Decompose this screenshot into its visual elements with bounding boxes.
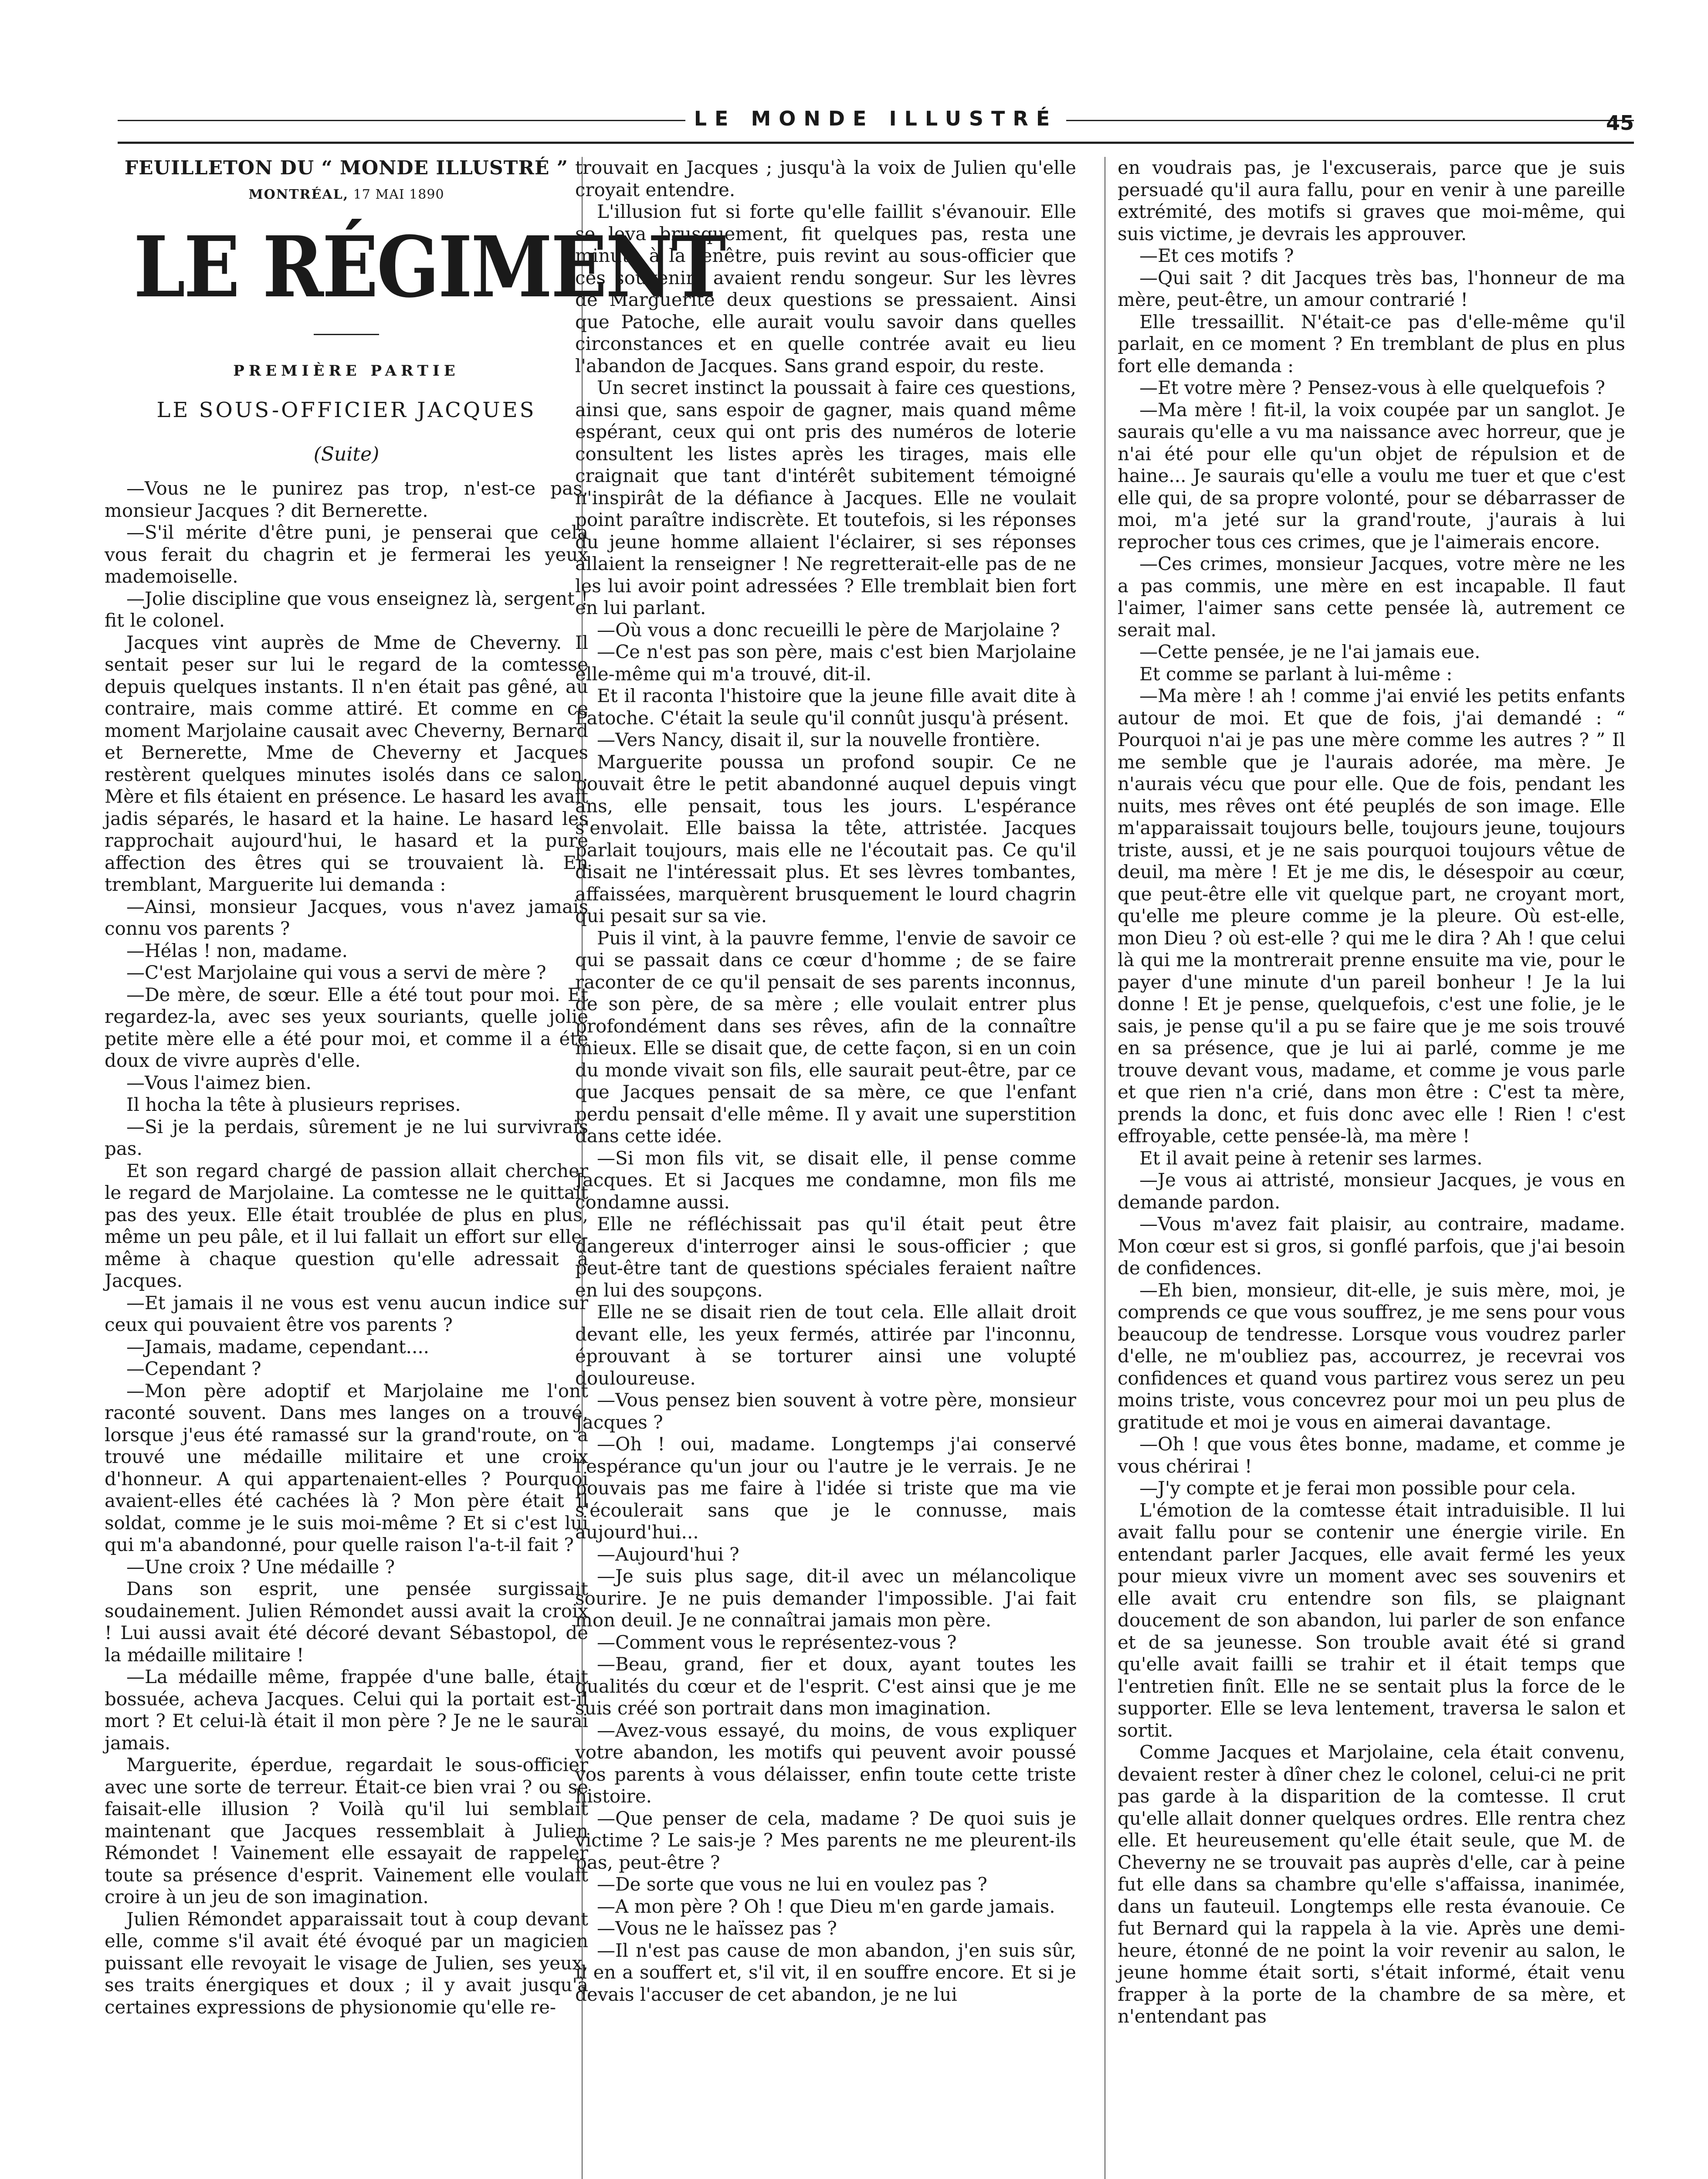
- paragraph: Il hocha la tête à plusieurs reprises.: [126, 1094, 461, 1115]
- paragraph: —Avez-vous essayé, du moins, de vous expliquer votre abandon, les motifs qui peuvent avoir poussé vos parents à vous délaisser, enfin toute cette triste histoire.: [575, 1719, 1076, 1807]
- paragraph: —Et ces motifs ?: [1139, 245, 1294, 266]
- masthead: [118, 107, 1634, 130]
- paragraph: —Eh bien, monsieur, dit-elle, je suis mère, moi, je comprends ce que vous souffrez, je me sens pour vous beaucoup de tendresse. Lorsque vous voudrez parler d'elle, ne m'oubliez pas, accourrez, je recevrai vos confidences et quand vous partirez vous serez un peu moins triste, vous concevrez pour moi un peu plus de gratitude et moi je vous en aimerai davantage.: [1118, 1279, 1625, 1433]
- paragraph: —Vers Nancy, disait il, sur la nouvelle frontière.: [597, 729, 1040, 750]
- paragraph: —De sorte que vous ne lui en voulez pas ?: [597, 1874, 987, 1895]
- page-number: 45: [1606, 111, 1634, 135]
- page-header: [118, 107, 1634, 146]
- header-rule-bottom: [118, 142, 1634, 144]
- paragraph: Et son regard chargé de passion allait chercher le regard de Marjolaine. La comtesse ne le quittait pas des yeux. Elle était troublée de plus en plus, même un peu pâle, et il lui fallait un effort sur elle-même à chaque question qu'elle adressait à Jacques.: [105, 1160, 588, 1291]
- feuilleton-label: FEUILLETON DU “ MONDE ILLUSTRÉ ”: [124, 157, 569, 179]
- paragraph: —Cependant ?: [126, 1358, 261, 1379]
- dateline-city: MONTRÉAL,: [248, 187, 349, 202]
- paragraph: —Vous ne le haïssez pas ?: [597, 1918, 837, 1939]
- paragraph: Elle tressaillit. N'était-ce pas d'elle-même qu'il parlait, en ce moment ? En tremblant de plus en plus fort elle demanda :: [1118, 311, 1625, 377]
- paragraph: Puis il vint, à la pauvre femme, l'envie de savoir ce qui se passait dans ce cœur d'homme ; de se faire raconter de ce qu'il pensait de ses parents inconnus, de son père, de sa mère ; elle voulait entrer plus profondément dans ses rêves, afin de la connaître mieux. Elle se disait que, de cette façon, si en un coin du monde vivait son fils, elle saurait peut-être, par ce que Jacques pensait de sa mère, ce que l'enfant perdu pensait d'elle même. Il y avait une superstition dans cette idée.: [575, 927, 1076, 1147]
- paragraph: —Jolie discipline que vous enseignez là, sergent ! fit le colonel.: [105, 587, 588, 631]
- paragraph: L'illusion fut si forte qu'elle faillit s'évanouir. Elle se leva brusquement, fit quelques pas, resta une minute à la fenêtre, puis revint au sous-officier que ces souvenirs avaient rendu songeur. Sur les lèvres de Marguerite deux questions se pressaient. Ainsi que Patoche, elle aurait voulu savoir dans quelles circonstances et en quelle contrée avait eu lieu l'abandon de Jacques. Sans grand espoir, du reste.: [575, 201, 1076, 377]
- masthead-text: LE MONDE ILLUSTRÉ: [685, 107, 1067, 130]
- paragraph: —Vous l'aimez bien.: [126, 1072, 312, 1093]
- paragraph: —Ma mère ! fit-il, la voix coupée par un sanglot. Je saurais qu'elle a vu ma naissance avec horreur, que je n'ai été pour elle qu'un objet de répulsion et de haine... Je saurais qu'elle a voulu me tuer et que c'est elle qui, de sa propre volonté, pour se débarrasser de moi, m'a jeté sur la grand'route, j'aurais à lui reprocher tous ces crimes, que je l'aimerais encore.: [1118, 399, 1625, 553]
- paragraph: Marguerite, éperdue, regardait le sous-officier avec une sorte de terreur. Était-ce bien vrai ? ou se faisait-elle illusion ? Voilà qu'il lui semblait maintenant que Jacques ressemblait à Julien Rémondet ! Vainement elle essayait de rappeler toute sa présence d'esprit. Vainement elle voulait croire à un jeu de son imagination.: [105, 1754, 588, 1907]
- paragraph: —Où vous a donc recueilli le père de Marjolaine ?: [597, 619, 1060, 641]
- column-3: [1118, 157, 1625, 2179]
- paragraph: —Cette pensée, je ne l'ai jamais eue.: [1139, 641, 1481, 662]
- paragraph: en voudrais pas, je l'excuserais, parce que je suis persuadé qu'il aura fallu, pour en venir à une pareille extrémité, des motifs si graves que moi-même, qui suis victime, je devrais les approuver.: [1118, 157, 1625, 244]
- paragraph: —Vous m'avez fait plaisir, au contraire, madame. Mon cœur est si gros, si gonflé parfois, que j'ai besoin de confidences.: [1118, 1213, 1625, 1279]
- paragraph: —Ces crimes, monsieur Jacques, votre mère ne les a pas commis, une mère en est incapable. Il faut l'aimer, l'aimer sans cette pensée là, autrement ce serait mal.: [1118, 553, 1625, 641]
- paragraph: —Je suis plus sage, dit-il avec un mélancolique sourire. Je ne puis demander l'impossible. J'ai fait mon deuil. Je ne connaîtrai jamais mon père.: [575, 1565, 1076, 1631]
- paragraph: Comme Jacques et Marjolaine, cela était convenu, devaient rester à dîner chez le colonel, celui-ci ne prit pas garde à la disparition de la comtesse. Il crut qu'elle allait donner quelques ordres. Elle rentra chez elle. Et heureusement qu'elle était seule, que M. de Cheverny ne se trouvait pas auprès d'elle, car à peine fut elle dans sa chambre qu'elle s'affaissa, inanimée, dans un fauteuil. Longtemps elle resta évanouie. Ce fut Bernard qui la rappela à la vie. Après une demi-heure, étonné de ne point la voir revenir au salon, le jeune homme était sorti, s'était informé, était venu frapper à la porte de la chambre de sa mère, et n'entendant pas: [1118, 1741, 1625, 2027]
- paragraph: Marguerite poussa un profond soupir. Ce ne pouvait être le petit abandonné auquel depuis vingt ans, elle pensait, tous les jours. L'espérance s'envolait. Elle baissa la tête, attristée. Jacques parlait toujours, mais elle ne l'écoutait pas. Ce qu'il disait ne l'intéressait plus. Et ses lèvres tombantes, affaissées, marquèrent brusquement le lourd chagrin qui pesait sur sa vie.: [575, 751, 1076, 927]
- chapter-subtitle: LE SOUS-OFFICIER JACQUES: [156, 398, 536, 422]
- paragraph: —Ce n'est pas son père, mais c'est bien Marjolaine elle-même qui m'a trouvé, dit-il.: [575, 641, 1076, 685]
- paragraph: —Hélas ! non, madame.: [126, 940, 348, 961]
- paragraph: —Vous pensez bien souvent à votre père, monsieur Jacques ?: [575, 1389, 1076, 1433]
- column-2: [575, 157, 1076, 2179]
- paragraph: —Et jamais il ne vous est venu aucun indice sur ceux qui pouvaient être vos parents ?: [105, 1292, 588, 1335]
- paragraph: —De mère, de sœur. Elle a été tout pour moi. Et regardez-la, avec ses yeux souriants, quelle jolie petite mère elle a été pour moi, et comme il a été doux de vivre auprès d'elle.: [105, 984, 588, 1071]
- title-rule: [314, 334, 379, 335]
- column-2-text: [575, 157, 1076, 2006]
- paragraph: —Aujourd'hui ?: [597, 1543, 739, 1565]
- paragraph: Et comme se parlant à lui-même :: [1139, 663, 1453, 685]
- paragraph: —Beau, grand, fier et doux, ayant toutes les qualités du cœur et de l'esprit. C'est ainsi que je me suis créé son portrait dans mon imagination.: [575, 1653, 1076, 1719]
- dateline-date: 17 MAI 1890: [353, 187, 444, 202]
- paragraph: Dans son esprit, une pensée surgissait soudainement. Julien Rémondet aussi avait la croix ! Lui aussi avait été décoré devant Sébastopol, de la médaille militaire !: [105, 1578, 588, 1666]
- paragraph: —La médaille même, frappée d'une balle, était bossuée, acheva Jacques. Celui qui la portait est-il mort ? Et celui-là était il mon père ? Je ne le saurai jamais.: [105, 1666, 588, 1754]
- part-heading: PREMIÈRE PARTIE: [233, 362, 460, 380]
- paragraph: Elle ne réfléchissait pas qu'il était peut être dangereux d'interroger ainsi le sous-officier ; que peut-être tant de questions spéciales feraient naître en lui des soupçons.: [575, 1213, 1076, 1301]
- paragraph: —Une croix ? Une médaille ?: [126, 1556, 395, 1578]
- paragraph: —Comment vous le représentez-vous ?: [597, 1631, 957, 1653]
- paragraph: —Que penser de cela, madame ? De quoi suis je victime ? Le sais-je ? Mes parents ne me pleurent-ils pas, peut-être ?: [575, 1807, 1076, 1873]
- paragraph: —Mon père adoptif et Marjolaine me l'ont raconté souvent. Dans mes langes on a trouvé, lorsque j'eus été ramassé sur la grand'route, on a trouvé une médaille militaire et une croix d'honneur. A qui appartenaient-elles ? Pourquoi avaient-elles été cachées là ? Mon père était il soldat, comme je le suis moi-même ? Et si c'est lui qui m'a abandonné, pour quelle raison l'a-t-il fait ?: [105, 1380, 588, 1555]
- serial-title: LE RÉGIMENT: [133, 218, 725, 316]
- dateline: [105, 187, 588, 202]
- paragraph: —Jamais, madame, cependant....: [126, 1336, 430, 1358]
- continued-label: (Suite): [313, 443, 380, 465]
- column-1-text: [105, 478, 588, 2018]
- paragraph: —Vous ne le punirez pas trop, n'est-ce pas, monsieur Jacques ? dit Bernerette.: [105, 478, 588, 521]
- paragraph: —S'il mérite d'être puni, je penserai que cela vous ferait du chagrin et je fermerai les yeux mademoiselle.: [105, 522, 588, 587]
- paragraph: —Qui sait ? dit Jacques très bas, l'honneur de ma mère, peut-être, un amour contrarié !: [1118, 267, 1625, 310]
- paragraph: Et il avait peine à retenir ses larmes.: [1139, 1147, 1483, 1169]
- column-3-text: [1118, 157, 1625, 2028]
- paragraph: —Ma mère ! ah ! comme j'ai envié les petits enfants autour de moi. Et que de fois, j'ai demandé : “ Pourquoi n'ai je pas une mère comme les autres ? ” Il me semble que je l'aurais adorée, ma mère. Je n'aurais vécu que pour elle. Que de fois, pendant les nuits, mes rêves ont été peuplés de son image. Elle m'apparaissait toujours belle, toujours jeune, toujours triste, aussi, et je ne sais pourquoi toujours vêtue de deuil, ma mère ! Et je me dis, le désespoir au cœur, que peut-être elle vit quelque part, ne croyant mort, qu'elle me pleure comme je la pleure. Où est-elle, mon Dieu ? où est-elle ? qui me le dira ? Ah ! que celui là qui me la montrerait prenne ensuite ma vie, pour le payer d'une minute d'un pareil bonheur ! Je la lui donne ! Et je pense, quelquefois, c'est une folie, je le sais, je pense qu'il a pu se faire que je me sois trouvé en sa présence, que je lui ai parlé, comme je me trouve devant vous, madame, et comme je vous parle et que rien n'a crié, dans mon être : C'est ta mère, prends la donc, et fuis donc avec elle ! Rien ! c'est effroyable, cette pensée-là, ma mère !: [1118, 685, 1625, 1147]
- paragraph: —Oh ! oui, madame. Longtemps j'ai conservé l'espérance qu'un jour ou l'autre je le verrais. Je ne pouvais pas me faire à l'idée si triste que ma vie s'écoulerait sans que je le connusse, mais aujourd'hui...: [575, 1433, 1076, 1543]
- paragraph: L'émotion de la comtesse était intraduisible. Il lui avait fallu pour se contenir une énergie virile. En entendant parler Jacques, elle avait fermé les yeux pour mieux vivre un moment avec ses souvenirs et elle avait cru entendre son fils, se plaignant doucement de son abandon, lui parler de son enfance et de sa jeunesse. Son trouble avait été si grand qu'elle avait failli se trahir et il était temps que l'entretien finît. Elle ne se sentait plus la force de le supporter. Elle se leva lentement, traversa le salon et sortit.: [1118, 1499, 1625, 1741]
- paragraph: Julien Rémondet apparaissait tout à coup devant elle, comme s'il avait été évoqué par un magicien puissant elle revoyait le visage de Julien, ses yeux, ses traits énergiques et doux ; il y avait jusqu'à certaines expressions de physionomie qu'elle re-: [105, 1908, 588, 2018]
- paragraph: Et il raconta l'histoire que la jeune fille avait dite à Patoche. C'était la seule qu'il connût jusqu'à présent.: [575, 685, 1076, 729]
- paragraph: trouvait en Jacques ; jusqu'à la voix de Julien qu'elle croyait entendre.: [575, 157, 1076, 200]
- paragraph: —Oh ! que vous êtes bonne, madame, et comme je vous chérirai !: [1118, 1433, 1625, 1477]
- paragraph: —Si je la perdais, sûrement je ne lui survivrais pas.: [105, 1116, 588, 1159]
- paragraph: Elle ne se disait rien de tout cela. Elle allait droit devant elle, les yeux fermés, attirée par l'inconnu, éprouvant à se torturer ainsi une volupté douloureuse.: [575, 1301, 1076, 1389]
- paragraph: —C'est Marjolaine qui vous a servi de mère ?: [126, 962, 546, 983]
- paragraph: Un secret instinct la poussait à faire ces questions, ainsi que, sans espoir de gagner, mais quand même espérant, ceux qui ont pris des numéros de loterie consultent les listes après les tirages, mais elle craignait que tant d'intérêt subitement témoigné n'inspirât de la défiance à Jacques. Elle ne voulait point paraître indiscrète. Et toutefois, si les réponses du jeune homme allaient l'éclairer, si ses réponses allaient la renseigner ! Ne regretterait-elle pas de ne les lui avoir point adressées ? Elle tremblait bien fort en lui parlant.: [575, 377, 1076, 618]
- paragraph: —J'y compte et je ferai mon possible pour cela.: [1139, 1477, 1576, 1499]
- paragraph: —Il n'est pas cause de mon abandon, j'en suis sûr, il en a souffert et, s'il vit, il en souffre encore. Et si je devais l'accuser de cet abandon, je ne lui: [575, 1939, 1076, 2005]
- paragraph: —Et votre mère ? Pensez-vous à elle quelquefois ?: [1139, 377, 1605, 398]
- paragraph: —Ainsi, monsieur Jacques, vous n'avez jamais connu vos parents ?: [105, 896, 588, 939]
- paragraph: Jacques vint auprès de Mme de Cheverny. Il sentait peser sur lui le regard de la comtesse depuis quelques instants. Il n'en était pas gêné, au contraire, mais comme attiré. Et comme en ce moment Marjolaine causait avec Cheverny, Bernard et Bernerette, Mme de Cheverny et Jacques restèrent quelques minutes isolés dans ce salon. Mère et fils étaient en présence. Le hasard les avait jadis séparés, le hasard et la haine. Le hasard les rapprochait aujourd'hui, le hasard et la pure affection des êtres qui se trouvaient là. En tremblant, Marguerite lui demanda :: [105, 631, 588, 895]
- paragraph: —A mon père ? Oh ! que Dieu m'en garde jamais.: [597, 1895, 1055, 1917]
- paragraph: —Si mon fils vit, se disait elle, il pense comme Jacques. Et si Jacques me condamne, mon fils me condamne aussi.: [575, 1147, 1076, 1213]
- paragraph: —Je vous ai attristé, monsieur Jacques, je vous en demande pardon.: [1118, 1169, 1625, 1213]
